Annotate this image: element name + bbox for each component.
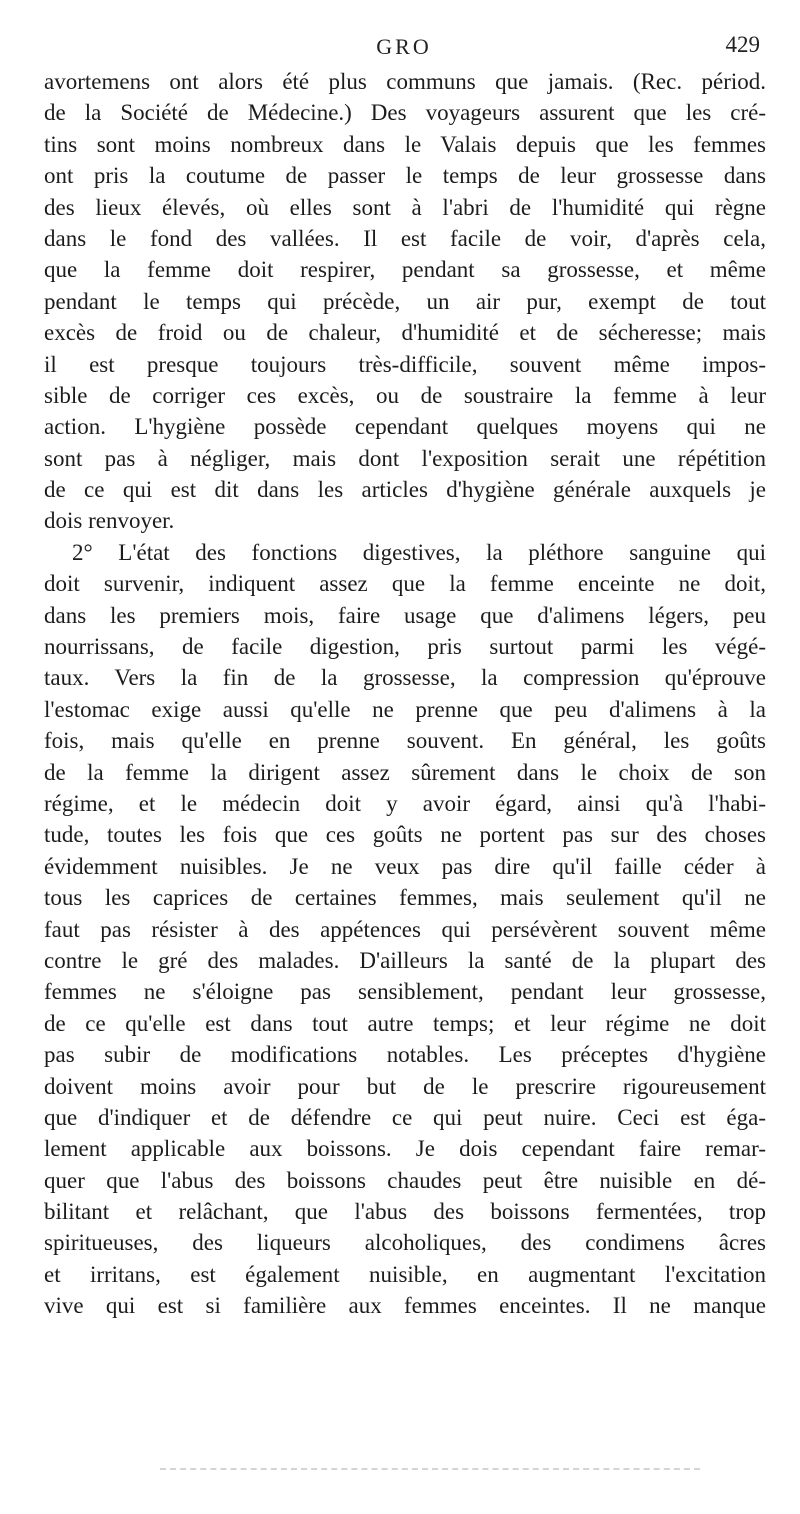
text-line: bilitant et relâchant, que l'abus des boissons fermentées, trop: [44, 1199, 766, 1225]
text-line: lement applicable aux boissons. Je dois cependant faire remar-: [44, 1136, 766, 1162]
text-line: taux. Vers la fin de la grossesse, la compression qu'éprouve: [44, 665, 766, 691]
text-line: l'estomac exige aussi qu'elle ne prenne que peu d'alimens à la: [44, 696, 766, 722]
text-line: doivent moins avoir pour but de le prescrire rigoureusement: [44, 1073, 766, 1099]
text-line: que la femme doit respirer, pendant sa grossesse, et même: [44, 257, 766, 283]
text-line: tins sont moins nombreux dans le Valais depuis que les femmes: [44, 131, 766, 157]
text-line: tude, toutes les fois que ces goûts ne portent pas sur des choses: [44, 822, 766, 848]
text-line: pas subir de modifications notables. Les préceptes d'hygiène: [44, 1042, 766, 1068]
page-number: 429: [725, 32, 760, 57]
text-line: que d'indiquer et de défendre ce qui peut nuire. Ceci est éga-: [44, 1104, 766, 1130]
text-line: excès de froid ou de chaleur, d'humidité et de sécheresse; mais: [44, 320, 766, 346]
text-line: sont pas à négliger, mais dont l'exposition serait une répétition: [44, 445, 766, 471]
page-header: [48, 28, 760, 68]
text-line: de ce qui est dit dans les articles d'hygiène générale auxquels je: [44, 477, 766, 503]
text-line: dois renvoyer.: [44, 508, 175, 534]
text-line: évidemment nuisibles. Je ne veux pas dire qu'il faille céder à: [44, 853, 766, 879]
text-line: de ce qu'elle est dans tout autre temps; et leur régime ne doit: [44, 1010, 766, 1036]
text-line: ont pris la coutume de passer le temps de leur grossesse dans: [44, 163, 766, 189]
text-line: spiritueuses, des liqueurs alcoholiques, des condimens âcres: [44, 1230, 766, 1256]
text-line: et irritans, est également nuisible, en augmentant l'excitation: [44, 1261, 766, 1287]
text-line: femmes ne s'éloigne pas sensiblement, pendant leur grossesse,: [44, 979, 766, 1005]
text-line: de la femme la dirigent assez sûrement dans le choix de son: [44, 759, 766, 785]
text-line: des lieux élevés, où elles sont à l'abri de l'humidité qui règne: [44, 194, 766, 220]
text-line: faut pas résister à des appétences qui persévèrent souvent même: [44, 916, 766, 942]
running-head: GRO: [376, 34, 432, 59]
text-line: de la Société de Médecine.) Des voyageurs assurent que les cré-: [44, 100, 766, 126]
text-line: pendant le temps qui précède, un air pur, exempt de tout: [44, 288, 766, 314]
text-line: nourrissans, de facile digestion, pris surtout parmi les végé-: [44, 634, 766, 660]
text-line: fois, mais qu'elle en prenne souvent. En général, les goûts: [44, 728, 766, 754]
text-line: 2° L'état des fonctions digestives, la pléthore sanguine qui: [72, 539, 766, 565]
text-line: il est presque toujours très-difficile, souvent même impos-: [44, 351, 766, 377]
body-text: [44, 66, 766, 1322]
text-line: quer que l'abus des boissons chaudes peut être nuisible en dé-: [44, 1167, 766, 1193]
text-line: vive qui est si familière aux femmes enceintes. Il ne manque: [44, 1293, 766, 1319]
text-line: avortemens ont alors été plus communs que jamais. (Rec. périod.: [44, 69, 766, 94]
text-line: doit survenir, indiquent assez que la femme enceinte ne doit,: [44, 571, 766, 597]
text-line: dans les premiers mois, faire usage que d'alimens légers, peu: [44, 602, 766, 628]
text-line: régime, et le médecin doit y avoir égard, ainsi qu'à l'habi-: [44, 790, 766, 816]
text-line: contre le gré des malades. D'ailleurs la santé de la plupart des: [44, 947, 766, 973]
text-line: sible de corriger ces excès, ou de soustraire la femme à leur: [44, 382, 766, 408]
text-line: action. L'hygiène possède cependant quelques moyens qui ne: [44, 414, 766, 440]
footer-rule: [160, 1468, 700, 1470]
text-line: dans le fond des vallées. Il est facile de voir, d'après cela,: [44, 225, 766, 251]
text-line: tous les caprices de certaines femmes, mais seulement qu'il ne: [44, 885, 766, 911]
